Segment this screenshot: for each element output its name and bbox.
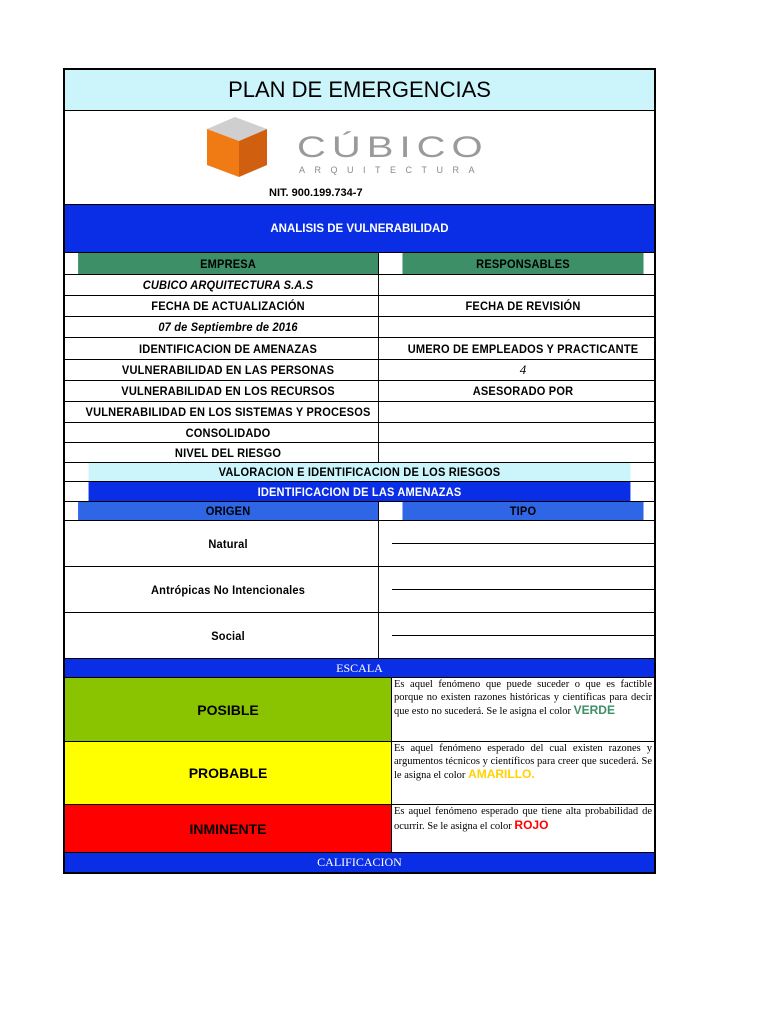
posible-label: POSIBLE <box>65 678 392 741</box>
origen-row-social <box>65 612 654 658</box>
table-row <box>65 295 654 316</box>
responsables-value <box>392 275 654 295</box>
valoracion-title: VALORACION E IDENTIFICACION DE LOS RIESGOS <box>89 463 631 481</box>
identificacion-row <box>65 481 654 501</box>
origen-tipo-header-row <box>65 501 654 520</box>
inminente-text: Es aquel fenómeno esperado que tiene alta probabilidad de ocurrir. Se le asigna el color <box>394 806 652 832</box>
fecha-actualizacion-value: 07 de Septiembre de 2016 <box>78 317 379 337</box>
logo-subtitle: ARQUITECTURA <box>299 165 485 175</box>
origen-row-antropicas <box>65 566 654 612</box>
origen-social: Social <box>78 613 379 658</box>
logo-name: CÚBICO <box>297 130 489 164</box>
section-row <box>65 204 654 252</box>
col-responsables-header: RESPONSABLES <box>402 253 643 274</box>
table-row <box>65 401 654 422</box>
table-row <box>65 316 654 337</box>
posible-text: Es aquel fenómeno que puede suceder o que es factible porque no existen razones históricas y científicas para decir que esto no sucederá. Se le asigna el color <box>394 679 652 717</box>
table-header-row <box>65 252 654 274</box>
escala-posible-row <box>65 677 654 741</box>
tipo-cell <box>392 567 654 589</box>
escala-inminente-row <box>65 804 654 852</box>
escala-title: ESCALA <box>65 659 654 677</box>
nivel-riesgo-label: NIVEL DEL RIESGO <box>78 443 379 462</box>
probable-color-word: AMARILLO. <box>468 767 535 781</box>
fecha-revision-label: FECHA DE REVISIÓN <box>465 299 581 313</box>
valoracion-row <box>65 462 654 481</box>
page-title: PLAN DE EMERGENCIAS <box>65 70 654 110</box>
consolidado-value <box>392 423 654 442</box>
escala-probable-row <box>65 741 654 804</box>
asesorado-por-label: ASESORADO POR <box>472 384 574 398</box>
probable-label: PROBABLE <box>65 742 392 804</box>
fecha-actualizacion-label: FECHA DE ACTUALIZACIÓN <box>78 296 379 316</box>
probable-description <box>392 742 654 804</box>
table-row <box>65 380 654 401</box>
nit-number: NIT. 900.199.734-7 <box>269 187 363 199</box>
numero-empleados-value: 4 <box>519 362 527 377</box>
consolidado-label: CONSOLIDADO <box>78 423 379 442</box>
origen-header: ORIGEN <box>78 502 379 520</box>
tipo-cell <box>392 589 654 612</box>
posible-color-word: VERDE <box>573 703 615 717</box>
escala-row <box>65 658 654 677</box>
logo-block <box>65 111 654 204</box>
emergency-plan-sheet <box>63 68 656 874</box>
table-row <box>65 359 654 380</box>
tipo-cells <box>392 521 654 566</box>
tipo-cells <box>392 613 654 658</box>
vulnerabilidad-sistemas-label: VULNERABILIDAD EN LOS SISTEMAS Y PROCESOS <box>78 402 379 422</box>
tipo-cell <box>392 613 654 635</box>
table-row <box>65 274 654 295</box>
posible-description <box>392 678 654 741</box>
vulnerabilidad-personas-label: VULNERABILIDAD EN LAS PERSONAS <box>78 360 379 380</box>
table-row <box>65 337 654 359</box>
inminente-label: INMINENTE <box>65 805 392 852</box>
numero-empleados-label: UMERO DE EMPLEADOS Y PRACTICANTE <box>407 341 639 356</box>
inminente-description <box>392 805 654 852</box>
tipo-cell <box>392 543 654 566</box>
nivel-riesgo-value <box>392 443 654 462</box>
tipo-cell <box>392 635 654 658</box>
tipo-header: TIPO <box>402 502 643 520</box>
origen-antropicas: Antrópicas No Intencionales <box>78 567 379 612</box>
col-empresa-header: EMPRESA <box>78 253 379 274</box>
section-title: ANALISIS DE VULNERABILIDAD <box>65 205 654 252</box>
empresa-value: CUBICO ARQUITECTURA S.A.S <box>78 275 379 295</box>
origen-natural: Natural <box>78 521 379 566</box>
inminente-color-word: ROJO <box>514 817 549 832</box>
probable-text: Es aquel fenómeno esperado del cual existen razones y argumentos técnicos y científicos para creer que sucederá. Se le asigna el color <box>394 743 652 781</box>
table-row <box>65 442 654 462</box>
calificacion-row <box>65 852 654 872</box>
fecha-revision-value <box>392 317 654 337</box>
title-row <box>65 70 654 110</box>
asesorado-por-value <box>392 402 654 422</box>
identificacion-title: IDENTIFICACION DE LAS AMENAZAS <box>89 482 631 501</box>
tipo-cells <box>392 567 654 612</box>
table-row <box>65 422 654 442</box>
logo-row <box>65 110 654 204</box>
origen-row-natural <box>65 520 654 566</box>
vulnerabilidad-recursos-label: VULNERABILIDAD EN LOS RECURSOS <box>78 381 379 401</box>
calificacion-title: CALIFICACION <box>65 853 654 872</box>
identificacion-amenazas-label: IDENTIFICACION DE AMENAZAS <box>78 338 379 359</box>
tipo-cell <box>392 521 654 543</box>
